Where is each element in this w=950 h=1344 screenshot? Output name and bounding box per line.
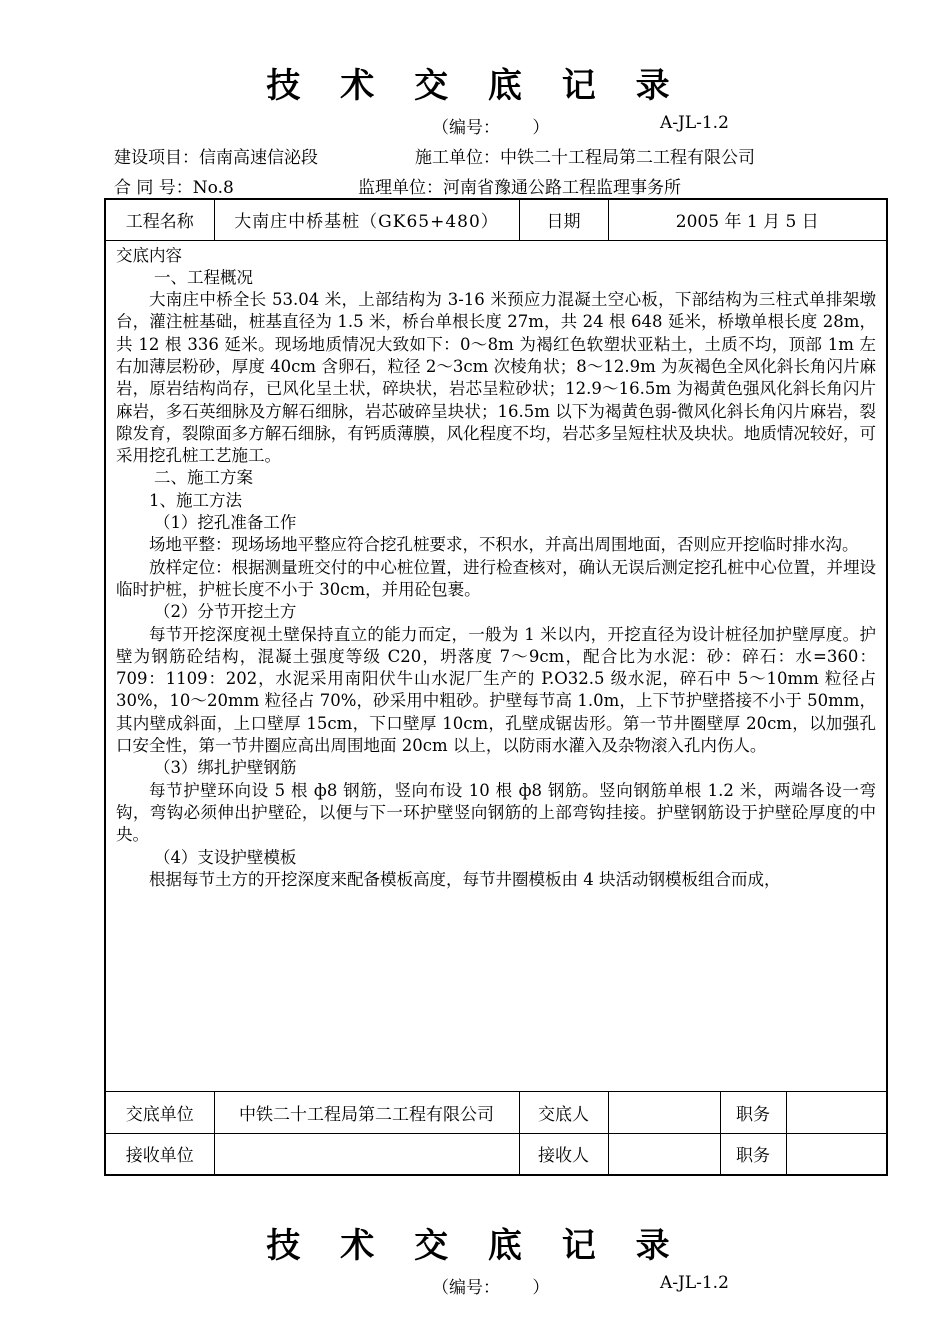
content-cell xyxy=(105,240,887,1091)
receiver-unit-label: 接收单位 xyxy=(105,1133,214,1175)
page-title: 技 术 交 底 记 录 xyxy=(266,66,684,106)
content-paragraph: 1、施工方法 xyxy=(149,490,242,510)
handover-unit-value: 中铁二十工程局第二工程有限公司 xyxy=(214,1091,519,1133)
content-paragraph: （1）挖孔准备工作 xyxy=(153,513,297,533)
project-line xyxy=(114,143,755,168)
content-paragraph: 每节护壁环向设 5 根 ф8 钢筋，竖向布设 10 根 ф8 钢筋。竖向钢筋单根 1.2 米，两端各设一弯钩，弯钩必须伸出护壁砼，以便与下一环护壁竖向钢筋的上部弯钩挂接。护壁钢筋设于护壁砼厚度的中央。 xyxy=(116,780,876,845)
project-name-label: 工程名称 xyxy=(105,199,214,240)
page2-record-number-code: A-JL-1.2 xyxy=(660,1273,729,1293)
content-paragraph: 放样定位：根据测量班交付的中心桩位置，进行检查核对，确认无误后测定挖孔桩中心位置，并埋设临时护桩，护桩长度不小于 30cm，并用砼包裹。 xyxy=(116,557,876,599)
project-name-value: 大南庄中桥基桩（GK65+480） xyxy=(214,199,519,240)
content-paragraph: 每节开挖深度视土壁保持直立的能力而定，一般为 1 米以内，开挖直径为设计桩径加护壁厚度。护壁为钢筋砼结构，混凝土强度等级 C20，坍落度 7～9cm，配合比为水泥：砂：碎石：水=360：709：1109：202，水泥采用南阳伏牛山水泥厂生产的 P.O32.5 级水泥，碎石中 5～10mm 粒径占 30%，10～20mm 粒径占 70%，砂采用中粗砂。护壁每节高 1.0m，上下节护壁搭接不小于 50mm，其内壁成斜面，上口壁厚 15cm，下口壁厚 10cm，孔壁成锯齿形。第一节井圈壁厚 20cm，以加强孔口安全性，第一节井圈应高出周围地面 20cm 以上，以防雨水灌入及杂物滚入孔内伤人。 xyxy=(116,624,876,756)
position-value-1 xyxy=(786,1091,887,1133)
contractor-label: 施工单位：中铁二十工程局第二工程有限公司 xyxy=(415,148,755,168)
content-heading: 交底内容 xyxy=(116,245,182,265)
handover-person-label: 交底人 xyxy=(519,1091,608,1133)
content-paragraph: （3）绑扎护壁钢筋 xyxy=(153,758,297,778)
content-paragraph: 根据每节土方的开挖深度来配备模板高度，每节井圈模板由 4 块活动钢模板组合而成， xyxy=(149,869,781,889)
contract-line xyxy=(114,173,681,198)
content-paragraph: （2）分节开挖土方 xyxy=(153,602,297,622)
record-number-code: A-JL-1.2 xyxy=(660,113,729,133)
content-paragraph: 大南庄中桥全长 53.04 米，上部结构为 3-16 米预应力混凝土空心板，下部结构为三柱式单排架墩台，灌注桩基础，桩基直径为 1.5 米，桥台单根长度 27m，共 24 根 648 延米，桥墩单根长度 28m，共 12 根 336 延米。现场地质情况大致如下：0～8m 为褐红色软塑状亚粘土，土质不均，顶部 1m 左右加薄层粉砂，厚度 40cm 含卵石，粒径 2～3cm 次棱角状；8～12.9m 为灰褐色全风化斜长角闪片麻岩，原岩结构尚存，已风化呈土状，碎块状，岩芯呈粒砂状；12.9～16.5m 为褐黄色强风化斜长角闪片麻岩，多石英细脉及方解石细脉，岩芯破碎呈块状；16.5m 以下为褐黄色弱-微风化斜长角闪片麻岩，裂隙发育，裂隙面多方解石细脉，有钙质薄膜，风化程度不均，岩芯多呈短柱状及块状。地质情况较好，可采用挖孔桩工艺施工。 xyxy=(116,290,876,466)
supervisor-label: 监理单位：河南省豫通公路工程监理事务所 xyxy=(358,178,681,198)
contract-label: 合 同 号：No.8 xyxy=(114,178,234,198)
content-paragraph: 一、工程概况 xyxy=(153,267,253,287)
page2-title: 技 术 交 底 记 录 xyxy=(266,1226,684,1266)
position-label-2: 职务 xyxy=(720,1133,786,1175)
content-paragraph: 二、施工方案 xyxy=(153,468,253,488)
receiver-person-value xyxy=(608,1133,720,1175)
record-number-label: （编号： ） xyxy=(432,118,550,138)
content-body xyxy=(116,267,876,891)
content-paragraph: （4）支设护壁模板 xyxy=(153,847,297,867)
handover-person-value xyxy=(608,1091,720,1133)
position-label-1: 职务 xyxy=(720,1091,786,1133)
handover-form-table xyxy=(104,198,888,1176)
date-value: 2005 年 1 月 5 日 xyxy=(608,199,887,240)
receiver-person-label: 接收人 xyxy=(519,1133,608,1175)
position-value-2 xyxy=(786,1133,887,1175)
handover-unit-label: 交底单位 xyxy=(105,1091,214,1133)
project-label: 建设项目：信南高速信泌段 xyxy=(114,148,318,168)
date-label: 日期 xyxy=(519,199,608,240)
receiver-unit-value xyxy=(214,1133,519,1175)
content-paragraph: 场地平整：现场场地平整应符合挖孔桩要求，不积水，并高出周围地面，否则应开挖临时排水沟。 xyxy=(149,535,859,555)
page2-record-number-label: （编号： ） xyxy=(432,1278,550,1298)
